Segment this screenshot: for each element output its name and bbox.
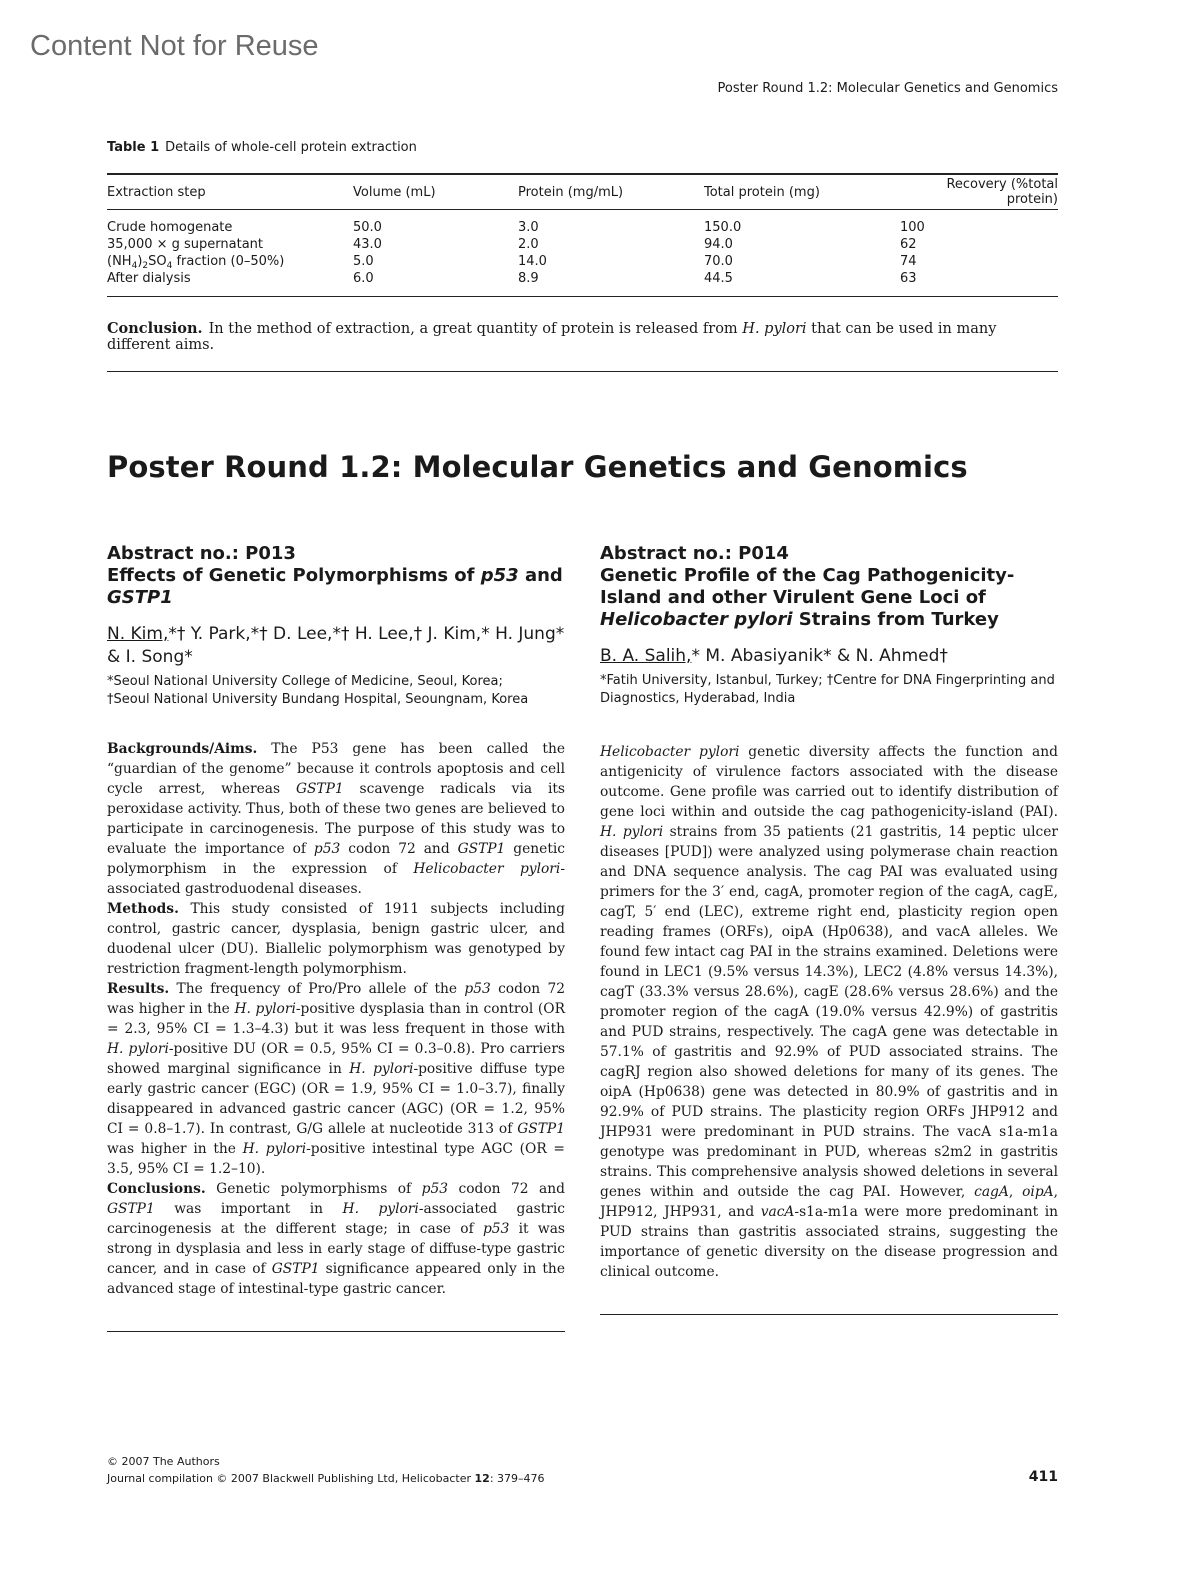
- page-number: 411: [1028, 1469, 1058, 1485]
- affiliation-line: †Seoul National University Bundang Hospital, Seoungnam, Korea: [107, 692, 529, 707]
- header-extraction-step: Extraction step: [107, 174, 353, 210]
- table-caption-text: Details of whole-cell protein extraction: [165, 140, 417, 155]
- cell-volume: 43.0: [353, 237, 382, 252]
- title-gene-p53: p53: [480, 565, 519, 586]
- title-part: Genetic Profile of the Cag Pathogenicity-Island and other Virulent Gene Loci of: [600, 565, 1015, 608]
- author-list: [107, 623, 565, 669]
- cell-step: [107, 253, 353, 270]
- cell-step-ammonium-sulfate: $(NH_4)_2SO_4$ fraction (0–50%): [107, 254, 285, 271]
- section-divider: [107, 371, 1058, 372]
- cell-recovery: 63: [900, 270, 1058, 297]
- title-species: Helicobacter pylori: [600, 609, 793, 630]
- abstract-title: [600, 565, 1058, 631]
- cell-recovery: 100: [900, 220, 925, 235]
- affiliations: [107, 673, 565, 709]
- cell-step: 35,000 × g supernatant: [107, 237, 264, 252]
- abstract-title: [107, 565, 565, 609]
- table-header-row: [107, 174, 1058, 210]
- presenting-author: N. Kim,: [107, 624, 169, 644]
- author-list: [600, 645, 1058, 668]
- abstract-number: Abstract no.: P013: [107, 543, 296, 564]
- conclusion-label: Conclusion.: [107, 320, 203, 337]
- title-part: Strains from Turkey: [792, 609, 999, 630]
- abstract-end-rule: [600, 1314, 1058, 1315]
- abstract-p013: [107, 543, 565, 1332]
- conclusion-species: H. pylori: [742, 321, 807, 337]
- journal-volume: 12: [474, 1472, 490, 1485]
- conclusion-text-after: that can be used in many different aims.: [107, 321, 997, 353]
- footer-copyright: © 2007 The Authors: [107, 1455, 220, 1468]
- cell-step: After dialysis: [107, 270, 353, 297]
- cell-volume: 6.0: [353, 270, 518, 297]
- section-heading: Poster Round 1.2: Molecular Genetics and Genomics: [107, 450, 968, 484]
- abstract-number: Abstract no.: P014: [600, 543, 789, 564]
- journal-pages: : 379–476: [489, 1472, 545, 1485]
- abstract-body: Backgrounds/Aims. The P53 gene has been called the “guardian of the genome” because it controls apoptosis and cell cycle arrest, whereas GSTP1 scavenge radicals via its peroxidase activity. Thus, both of these two genes are believed to participate in carcinogenesis. The purpose of this study was to evaluate the importance of p53 codon 72 and GSTP1 genetic polymorphism in the expression of Helicobacter pylori-associated gastroduodenal diseases. Methods. This study consisted of 1911 subjects including control, gastric cancer, dysplasia, benign gastric ulcer, and duodenal ulcer (DU). Biallelic polymorphism was genotyped by restriction fragment-length polymorphism. Results. The frequency of Pro/Pro allele of the p53 codon 72 was higher in the H. pylori-positive dysplasia than in control (OR = 2.3, 95% CI = 1.3–4.3) but it was less frequent in those with H. pylori-positive DU (OR = 0.5, 95% CI = 0.3–0.8). Pro carriers showed marginal significance in H. pylori-positive diffuse type early gastric cancer (EGC) (OR = 1.9, 95% CI = 1.0–3.7), finally disappeared in advanced gastric cancer (AGC) (OR = 1.2, 95% CI = 0.8–1.7). In contrast, G/G allele at nucleotide 313 of GSTP1 was higher in the H. pylori-positive intestinal type AGC (OR = 3.5, 95% CI = 1.2–10). Conclusions. Genetic polymorphisms of p53 codon 72 and GSTP1 was important in H. pylori-associated gastric carcinogenesis at the different stage; in case of p53 it was strong in dysplasia and less in early stage of diffuse-type gastric cancer, and in case of GSTP1 significance appeared only in the advanced stage of intestinal-type gastric cancer.: [107, 741, 566, 1297]
- cell-step: Crude homogenate: [107, 220, 233, 235]
- running-head: Poster Round 1.2: Molecular Genetics and Genomics: [717, 81, 1058, 96]
- table-row: [107, 236, 1058, 253]
- conclusion-text-before: In the method of extraction, a great quantity of protein is released from: [208, 321, 743, 337]
- cell-protein: 3.0: [518, 220, 539, 235]
- table-label: Table 1: [107, 140, 160, 155]
- presenting-author: B. A. Salih,: [600, 646, 692, 666]
- title-gene-gstp1: GSTP1: [107, 587, 173, 608]
- table-conclusion: [107, 320, 1058, 353]
- other-authors: * M. Abasiyanik* & N. Ahmed†: [691, 646, 948, 666]
- cell-protein: 14.0: [518, 254, 547, 269]
- cell-total-protein: 70.0: [704, 254, 733, 269]
- abstract-body: Helicobacter pylori genetic diversity affects the function and antigenicity of virulence factors associated with the disease outcome. Gene profile was carried out to identify distribution of gene loci within and outside the cag pathogenicity-island (PAI). H. pylori strains from 35 patients (21 gastritis, 14 peptic ulcer diseases [PUD]) were analyzed using polymerase chain reaction and DNA sequence analysis. The cag PAI was evaluated using primers for the 3′ end, cagA, promoter region of the cagA, cagE, cagT, 5′ end (LEC), extreme right end, plasticity region open reading frames (ORFs), oipA (Hp0638), and vacA alleles. We found few intact cag PAI in the strains examined. Deletions were found in LEC1 (9.5% versus 14.3%), LEC2 (4.8% versus 14.3%), cagT (33.3% versus 28.6%), cagE (28.6% versus 28.6%) and the promoter region of the cagA (19.0% versus 42.9%) of gastritis and PUD strains, respectively. The cagA gene was detectable in 57.1% of gastritis and 92.9% of PUD associated strains. The cagRJ region also showed deletions for many of its genes. The oipA (Hp0638) gene was detected in 80.9% of gastritis and in 92.9% of PUD strains. The plasticity region ORFs JHP912 and JHP931 were predominant in PUD strains. The vacA s1a-m1a genotype was predominant in PUD, whereas s2m2 in gastritis strains. This comprehensive analysis showed deletions in several genes within and outside the cag PAI. However, cagA, oipA, JHP912, JHP931, and vacA-s1a-m1a were more predominant in PUD strains than gastritis associated strains, suggesting the importance of genetic diversity on the disease progression and clinical outcome.: [600, 744, 1058, 1280]
- other-authors: *† Y. Park,*† D. Lee,*† H. Lee,† J. Kim,* H. Jung* & I. Song*: [107, 624, 565, 667]
- journal-name: Journal compilation © 2007 Blackwell Publishing Ltd, Helicobacter: [107, 1472, 475, 1485]
- protein-extraction-table: [107, 173, 1058, 297]
- title-part: Effects of Genetic Polymorphisms of: [107, 565, 481, 586]
- table-row: [107, 210, 1058, 237]
- header-protein: Protein (mg/mL): [518, 174, 704, 210]
- cell-protein: 8.9: [518, 270, 704, 297]
- cell-volume: 50.0: [353, 220, 382, 235]
- cell-protein: 2.0: [518, 237, 539, 252]
- title-part: and: [518, 565, 563, 586]
- table-row: [107, 270, 1058, 297]
- affiliations: *Fatih University, Istanbul, Turkey; †Centre for DNA Fingerprinting and Diagnostics, Hyderabad, India: [600, 673, 1055, 706]
- header-total-protein: Total protein (mg): [704, 174, 900, 210]
- header-recovery: Recovery (%total protein): [900, 174, 1058, 210]
- cell-recovery: 74: [900, 254, 917, 269]
- watermark: Content Not for Reuse: [30, 30, 319, 62]
- cell-total-protein: 150.0: [704, 220, 742, 235]
- affiliation-line: *Seoul National University College of Medicine, Seoul, Korea;: [107, 674, 503, 689]
- cell-total-protein: 94.0: [704, 237, 733, 252]
- abstract-p014: [600, 543, 1058, 1315]
- header-volume: Volume (mL): [353, 174, 518, 210]
- cell-recovery: 62: [900, 237, 917, 252]
- cell-volume: 5.0: [353, 254, 374, 269]
- abstract-end-rule: [107, 1331, 565, 1332]
- table-row: [107, 253, 1058, 270]
- footer-journal: [107, 1472, 545, 1485]
- table-caption: [107, 140, 417, 155]
- cell-total-protein: 44.5: [704, 270, 900, 297]
